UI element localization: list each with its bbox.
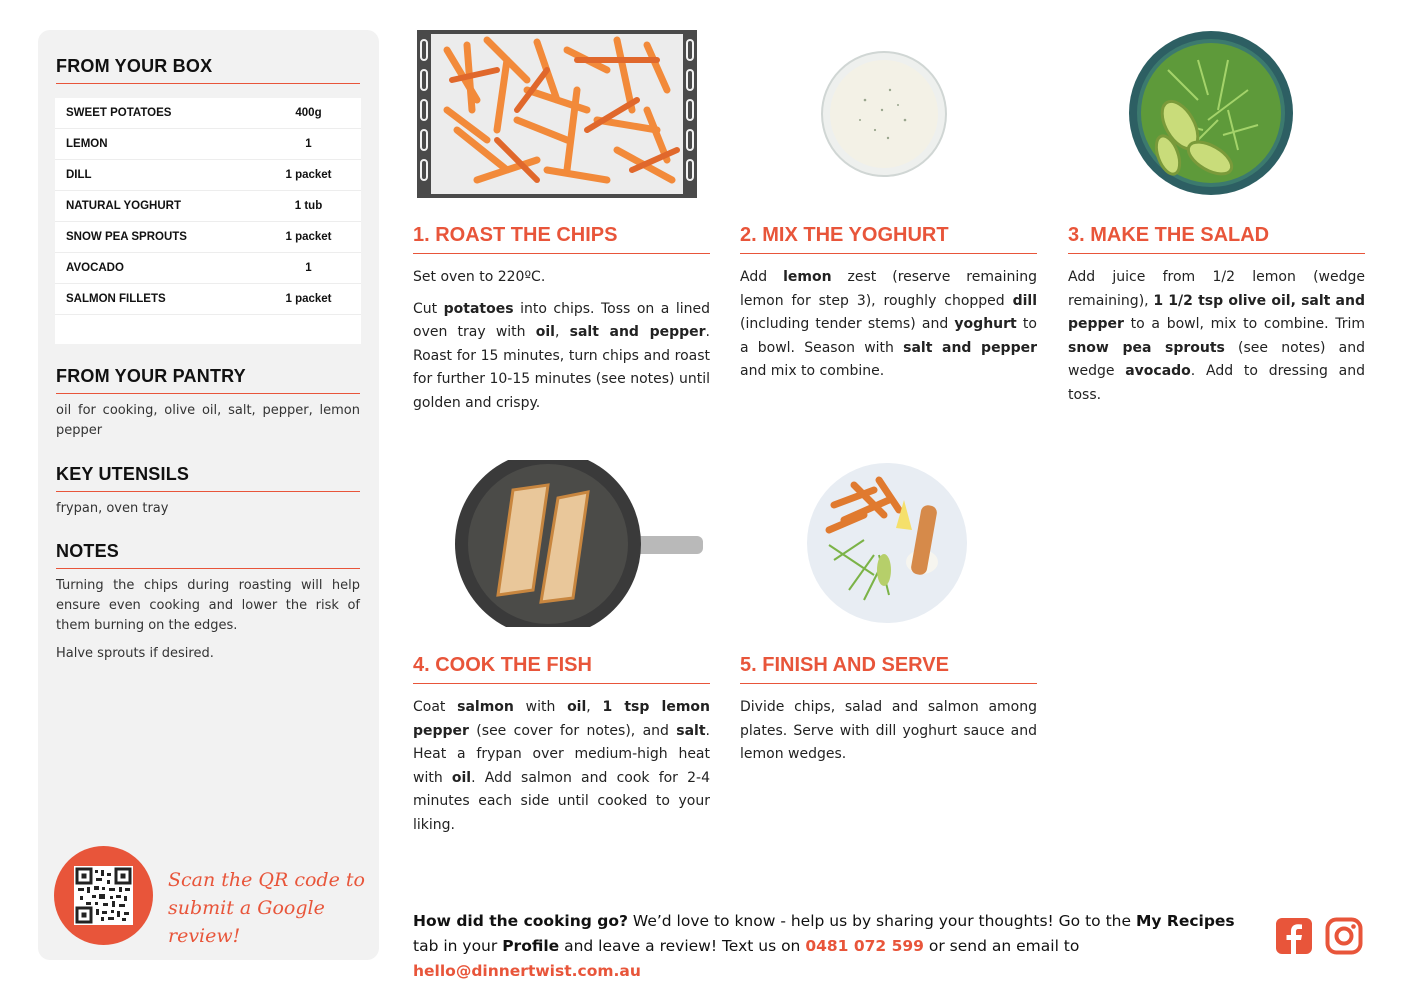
plated-dish-illustration bbox=[804, 460, 970, 626]
utensils-list: frypan, oven tray bbox=[56, 501, 169, 516]
ingredient-highlight: oil bbox=[567, 699, 587, 715]
qr-slogan bbox=[168, 866, 368, 950]
text-run: to a bowl. Season with bbox=[740, 316, 1037, 356]
phone-link[interactable]: 0481 072 599 bbox=[805, 937, 924, 955]
ingredient-name: SNOW PEA SPROUTS bbox=[66, 231, 187, 243]
text-run: into chips. Toss on a lined oven tray with bbox=[413, 300, 711, 340]
step-3-title: 3. MAKE THE SALAD bbox=[1068, 224, 1365, 254]
ingredient-highlight: oil bbox=[451, 769, 472, 786]
pantry-text bbox=[56, 401, 360, 449]
ingredient-name: DILL bbox=[66, 169, 92, 181]
qr-code[interactable] bbox=[74, 866, 133, 925]
ingredient-row bbox=[55, 284, 361, 315]
ingredient-highlight: salt and pepper bbox=[903, 339, 1038, 356]
salad-bowl-illustration bbox=[1128, 30, 1294, 196]
text-run: and leave a review! Text us on bbox=[559, 937, 806, 955]
text-run: to a bowl, mix to combine. Trim bbox=[1123, 316, 1365, 332]
ingredient-name: SALMON FILLETS bbox=[66, 293, 166, 305]
step-1-title: 1. ROAST THE CHIPS bbox=[413, 224, 710, 254]
step-4-photo bbox=[453, 460, 703, 627]
text-run: , bbox=[586, 699, 603, 715]
ingredient-qty: 1 bbox=[305, 262, 312, 274]
text-run: (see notes) and wedge bbox=[1068, 339, 1365, 379]
text-run: (including tender stems) and bbox=[740, 316, 955, 332]
step-5-para: Divide chips, salad and salmon among plates. Serve with dill yoghurt sauce and lemon wedges. bbox=[740, 699, 1037, 762]
ingredient-highlight: salt bbox=[676, 722, 706, 739]
ingredient-highlight: 1 tsp lemon pepper bbox=[413, 699, 710, 739]
qr-slogan-line-1: Scan the QR code to bbox=[168, 869, 365, 891]
ingredient-qty: 1 packet bbox=[285, 231, 332, 243]
ingredient-qty: 1 packet bbox=[285, 293, 332, 305]
text-run: or send an email to bbox=[923, 937, 1080, 955]
ingredient-name: SWEET POTATOES bbox=[66, 107, 172, 119]
step-5-text bbox=[740, 696, 1037, 775]
text-run: Cut bbox=[413, 300, 444, 317]
ingredient-row bbox=[55, 253, 361, 284]
yoghurt-bowl-illustration bbox=[820, 50, 948, 178]
ingredients-table bbox=[55, 98, 361, 344]
step-1-text bbox=[413, 266, 710, 423]
text-run: . Add to dressing and toss. bbox=[1068, 363, 1365, 403]
roast-chips-illustration bbox=[417, 30, 697, 198]
instagram-icon[interactable] bbox=[1325, 917, 1363, 955]
ingredient-highlight: yoghurt bbox=[954, 316, 1017, 332]
step-1-photo bbox=[417, 30, 697, 198]
step-1-para-1: Set oven to 220ºC. bbox=[413, 269, 546, 285]
ingredient-name: AVOCADO bbox=[66, 262, 124, 274]
text-run: We’d love to know - help us by sharing your thoughts! Go to the bbox=[627, 912, 1136, 930]
utensils-text bbox=[56, 499, 360, 527]
step-4-title: 4. COOK THE FISH bbox=[413, 654, 710, 684]
qr-slogan-line-2: submit a Google review! bbox=[168, 897, 325, 947]
qr-code-icon bbox=[74, 866, 133, 925]
ingredient-highlight: salmon bbox=[457, 699, 514, 715]
ingredient-highlight: dill bbox=[1012, 292, 1037, 309]
ingredient-highlight: lemon bbox=[783, 269, 832, 285]
key-utensils-title: KEY UTENSILS bbox=[56, 464, 360, 492]
ingredient-qty: 1 packet bbox=[285, 169, 332, 181]
text-run: Add juice from 1/2 lemon (wedge remaining), bbox=[1068, 269, 1365, 309]
feedback-footer bbox=[413, 909, 1263, 984]
text-run: and mix to combine. bbox=[740, 363, 885, 379]
from-your-box-title: FROM YOUR BOX bbox=[56, 56, 360, 84]
step-2-text bbox=[740, 266, 1037, 392]
profile-link[interactable]: Profile bbox=[502, 937, 560, 955]
email-link[interactable]: hello@dinnertwist.com.au bbox=[413, 962, 641, 980]
text-run: Add bbox=[740, 269, 784, 285]
step-4-text bbox=[413, 696, 710, 845]
from-your-pantry-title: FROM YOUR PANTRY bbox=[56, 366, 360, 394]
note-1: Turning the chips during roasting will help ensure even cooking and lower the risk of them burning on the edges. bbox=[56, 578, 360, 633]
text-run: , bbox=[554, 324, 570, 340]
ingredient-name: NATURAL YOGHURT bbox=[66, 200, 181, 212]
step-3-para bbox=[1068, 266, 1365, 407]
ingredient-highlight: snow pea sprouts bbox=[1068, 339, 1225, 356]
ingredient-highlight: avocado bbox=[1125, 363, 1191, 379]
facebook-icon[interactable] bbox=[1275, 917, 1313, 955]
note-2: Halve sprouts if desired. bbox=[56, 646, 214, 661]
text-run: . Roast for 15 minutes, turn chips and roast for further 10-15 minutes (see notes) until golden and crispy. bbox=[413, 324, 710, 411]
text-run: tab in your bbox=[413, 937, 503, 955]
step-2-para bbox=[740, 266, 1037, 384]
ingredient-row bbox=[55, 129, 361, 160]
ingredient-highlight: salt and pepper bbox=[569, 324, 706, 340]
step-5-title: 5. FINISH AND SERVE bbox=[740, 654, 1037, 684]
step-4-para bbox=[413, 696, 710, 837]
ingredient-row bbox=[55, 98, 361, 129]
notes-text bbox=[56, 576, 360, 672]
ingredient-highlight: potatoes bbox=[443, 300, 514, 317]
text-run: . Add salmon and cook for 2-4 minutes each side until cooked to your liking. bbox=[413, 769, 710, 833]
text-run: (see cover for notes), and bbox=[468, 722, 677, 739]
step-1-para-2 bbox=[413, 298, 710, 416]
step-2-photo bbox=[820, 50, 948, 178]
step-3-photo bbox=[1128, 30, 1294, 196]
ingredient-row bbox=[55, 191, 361, 222]
text-run: . Heat a frypan over medium-high heat with bbox=[413, 722, 710, 786]
ingredient-row bbox=[55, 222, 361, 253]
ingredient-highlight: 1 1/2 tsp olive oil, salt and pepper bbox=[1068, 292, 1365, 332]
footer-question: How did the cooking go? bbox=[413, 912, 628, 930]
pantry-list: oil for cooking, olive oil, salt, pepper, lemon pepper bbox=[56, 403, 360, 438]
text-run: with bbox=[513, 699, 568, 715]
ingredient-qty: 1 bbox=[305, 138, 312, 150]
step-3-text bbox=[1068, 266, 1365, 415]
my-recipes-link[interactable]: My Recipes bbox=[1135, 912, 1235, 930]
ingredient-row bbox=[55, 160, 361, 191]
step-2-title: 2. MIX THE YOGHURT bbox=[740, 224, 1037, 254]
ingredient-qty: 400g bbox=[295, 107, 322, 119]
step-5-photo bbox=[804, 460, 970, 626]
text-run: Coat bbox=[413, 699, 458, 715]
frypan-salmon-illustration bbox=[453, 460, 703, 627]
ingredient-highlight: oil bbox=[535, 324, 555, 340]
notes-title: NOTES bbox=[56, 541, 360, 569]
qr-badge[interactable] bbox=[54, 846, 153, 945]
ingredients-sidebar bbox=[38, 30, 379, 960]
ingredient-name: LEMON bbox=[66, 138, 108, 150]
ingredient-qty: 1 tub bbox=[294, 200, 323, 212]
text-run: zest (reserve remaining lemon for step 3), roughly chopped bbox=[740, 269, 1037, 309]
